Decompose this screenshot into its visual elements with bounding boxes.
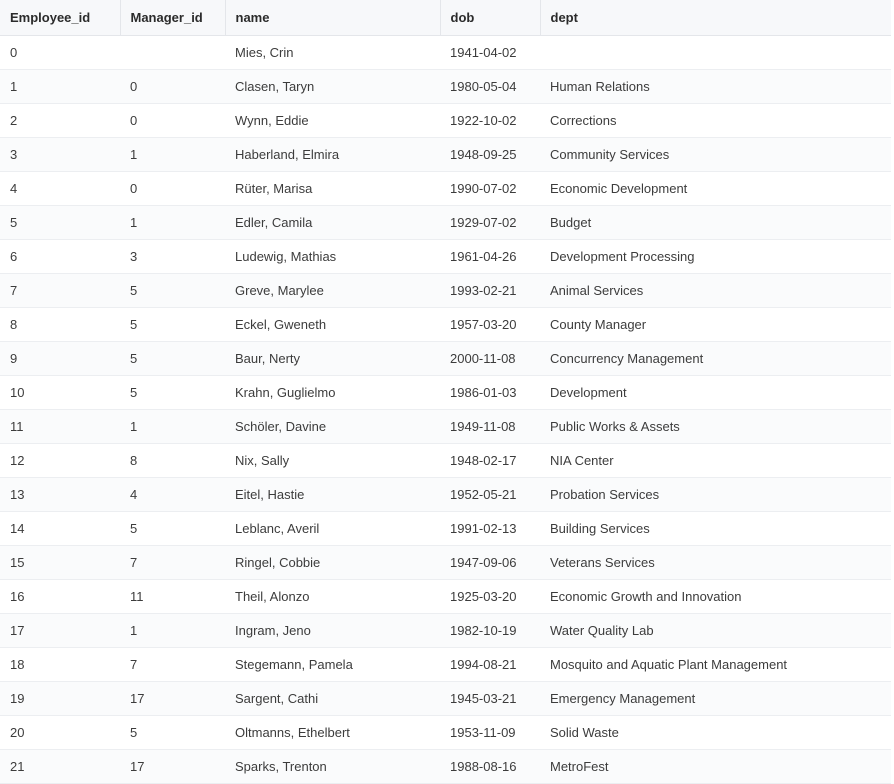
cell-employee_id: 14: [0, 512, 120, 546]
cell-manager_id: 1: [120, 206, 225, 240]
cell-manager_id: 0: [120, 70, 225, 104]
cell-employee_id: 11: [0, 410, 120, 444]
cell-dob: 1945-03-21: [440, 682, 540, 716]
cell-dept: Water Quality Lab: [540, 614, 891, 648]
cell-name: Leblanc, Averil: [225, 512, 440, 546]
cell-dept: MetroFest: [540, 750, 891, 784]
cell-dob: 1980-05-04: [440, 70, 540, 104]
cell-dept: Economic Growth and Innovation: [540, 580, 891, 614]
table-row[interactable]: [0, 70, 891, 104]
cell-dept: Animal Services: [540, 274, 891, 308]
cell-dept: Corrections: [540, 104, 891, 138]
cell-dob: 1988-08-16: [440, 750, 540, 784]
cell-employee_id: 16: [0, 580, 120, 614]
cell-manager_id: 5: [120, 308, 225, 342]
cell-name: Clasen, Taryn: [225, 70, 440, 104]
table-row[interactable]: [0, 138, 891, 172]
cell-dept: Building Services: [540, 512, 891, 546]
cell-dept: Economic Development: [540, 172, 891, 206]
cell-manager_id: 17: [120, 682, 225, 716]
table-header-row: [0, 0, 891, 36]
cell-dept: Mosquito and Aquatic Plant Management: [540, 648, 891, 682]
cell-employee_id: 20: [0, 716, 120, 750]
table-row[interactable]: [0, 614, 891, 648]
cell-dept: Emergency Management: [540, 682, 891, 716]
cell-name: Baur, Nerty: [225, 342, 440, 376]
cell-manager_id: 1: [120, 138, 225, 172]
table-row[interactable]: [0, 274, 891, 308]
cell-name: Ringel, Cobbie: [225, 546, 440, 580]
cell-name: Greve, Marylee: [225, 274, 440, 308]
cell-employee_id: 15: [0, 546, 120, 580]
cell-dob: 1949-11-08: [440, 410, 540, 444]
cell-employee_id: 12: [0, 444, 120, 478]
table-row[interactable]: [0, 648, 891, 682]
cell-name: Eckel, Gweneth: [225, 308, 440, 342]
cell-manager_id: 1: [120, 614, 225, 648]
cell-name: Nix, Sally: [225, 444, 440, 478]
cell-employee_id: 8: [0, 308, 120, 342]
column-header-dept[interactable]: dept: [540, 0, 891, 36]
table-row[interactable]: [0, 376, 891, 410]
table-row[interactable]: [0, 206, 891, 240]
table-row[interactable]: [0, 342, 891, 376]
cell-dob: 1941-04-02: [440, 36, 540, 70]
column-header-dob[interactable]: dob: [440, 0, 540, 36]
cell-dob: 1990-07-02: [440, 172, 540, 206]
cell-dob: 1925-03-20: [440, 580, 540, 614]
cell-employee_id: 19: [0, 682, 120, 716]
cell-employee_id: 10: [0, 376, 120, 410]
cell-employee_id: 1: [0, 70, 120, 104]
cell-employee_id: 9: [0, 342, 120, 376]
cell-dob: 1948-09-25: [440, 138, 540, 172]
cell-dob: 1994-08-21: [440, 648, 540, 682]
cell-manager_id: 7: [120, 546, 225, 580]
cell-dept: Concurrency Management: [540, 342, 891, 376]
cell-manager_id: 5: [120, 274, 225, 308]
cell-dob: 1991-02-13: [440, 512, 540, 546]
column-header-employee-id[interactable]: Employee_id: [0, 0, 120, 36]
table-row[interactable]: [0, 104, 891, 138]
cell-dob: 1993-02-21: [440, 274, 540, 308]
cell-name: Eitel, Hastie: [225, 478, 440, 512]
cell-employee_id: 21: [0, 750, 120, 784]
cell-name: Schöler, Davine: [225, 410, 440, 444]
cell-employee_id: 2: [0, 104, 120, 138]
table-row[interactable]: [0, 308, 891, 342]
cell-dob: 1948-02-17: [440, 444, 540, 478]
cell-name: Theil, Alonzo: [225, 580, 440, 614]
table-row[interactable]: [0, 716, 891, 750]
cell-dept: Development Processing: [540, 240, 891, 274]
cell-employee_id: 4: [0, 172, 120, 206]
cell-name: Haberland, Elmira: [225, 138, 440, 172]
cell-employee_id: 5: [0, 206, 120, 240]
cell-manager_id: [120, 36, 225, 70]
cell-dob: 1982-10-19: [440, 614, 540, 648]
cell-employee_id: 3: [0, 138, 120, 172]
cell-manager_id: 0: [120, 172, 225, 206]
cell-dob: 1953-11-09: [440, 716, 540, 750]
cell-dept: Community Services: [540, 138, 891, 172]
cell-manager_id: 17: [120, 750, 225, 784]
cell-dob: 1986-01-03: [440, 376, 540, 410]
cell-dept: Probation Services: [540, 478, 891, 512]
cell-name: Wynn, Eddie: [225, 104, 440, 138]
cell-manager_id: 1: [120, 410, 225, 444]
table-row[interactable]: [0, 240, 891, 274]
cell-dept: Solid Waste: [540, 716, 891, 750]
cell-manager_id: 8: [120, 444, 225, 478]
cell-name: Ludewig, Mathias: [225, 240, 440, 274]
cell-employee_id: 6: [0, 240, 120, 274]
cell-manager_id: 5: [120, 376, 225, 410]
cell-name: Edler, Camila: [225, 206, 440, 240]
table-row[interactable]: [0, 546, 891, 580]
cell-name: Mies, Crin: [225, 36, 440, 70]
cell-dob: 2000-11-08: [440, 342, 540, 376]
table-row[interactable]: [0, 172, 891, 206]
cell-manager_id: 3: [120, 240, 225, 274]
cell-manager_id: 5: [120, 512, 225, 546]
table-row[interactable]: [0, 36, 891, 70]
cell-dob: 1952-05-21: [440, 478, 540, 512]
cell-manager_id: 7: [120, 648, 225, 682]
cell-dept: Budget: [540, 206, 891, 240]
cell-employee_id: 18: [0, 648, 120, 682]
cell-dob: 1922-10-02: [440, 104, 540, 138]
cell-dept: Veterans Services: [540, 546, 891, 580]
cell-dob: 1929-07-02: [440, 206, 540, 240]
table-row[interactable]: [0, 580, 891, 614]
table-row[interactable]: [0, 682, 891, 716]
table-row[interactable]: [0, 410, 891, 444]
cell-dept: Public Works & Assets: [540, 410, 891, 444]
column-header-manager-id[interactable]: Manager_id: [120, 0, 225, 36]
cell-name: Sparks, Trenton: [225, 750, 440, 784]
cell-dob: 1961-04-26: [440, 240, 540, 274]
cell-dept: Human Relations: [540, 70, 891, 104]
cell-employee_id: 0: [0, 36, 120, 70]
cell-name: Ingram, Jeno: [225, 614, 440, 648]
cell-manager_id: 5: [120, 342, 225, 376]
cell-name: Stegemann, Pamela: [225, 648, 440, 682]
cell-name: Krahn, Guglielmo: [225, 376, 440, 410]
cell-manager_id: 0: [120, 104, 225, 138]
table-row[interactable]: [0, 478, 891, 512]
cell-employee_id: 17: [0, 614, 120, 648]
cell-employee_id: 7: [0, 274, 120, 308]
cell-manager_id: 5: [120, 716, 225, 750]
column-header-name[interactable]: name: [225, 0, 440, 36]
cell-dept: County Manager: [540, 308, 891, 342]
cell-dept: Development: [540, 376, 891, 410]
table-header: [0, 0, 891, 36]
table-row[interactable]: [0, 750, 891, 784]
table-body: [0, 36, 891, 784]
table-row[interactable]: [0, 444, 891, 478]
cell-name: Sargent, Cathi: [225, 682, 440, 716]
cell-manager_id: 11: [120, 580, 225, 614]
cell-dept: [540, 36, 891, 70]
cell-manager_id: 4: [120, 478, 225, 512]
cell-name: Rüter, Marisa: [225, 172, 440, 206]
cell-dob: 1957-03-20: [440, 308, 540, 342]
cell-employee_id: 13: [0, 478, 120, 512]
cell-dob: 1947-09-06: [440, 546, 540, 580]
cell-dept: NIA Center: [540, 444, 891, 478]
cell-name: Oltmanns, Ethelbert: [225, 716, 440, 750]
table-row[interactable]: [0, 512, 891, 546]
